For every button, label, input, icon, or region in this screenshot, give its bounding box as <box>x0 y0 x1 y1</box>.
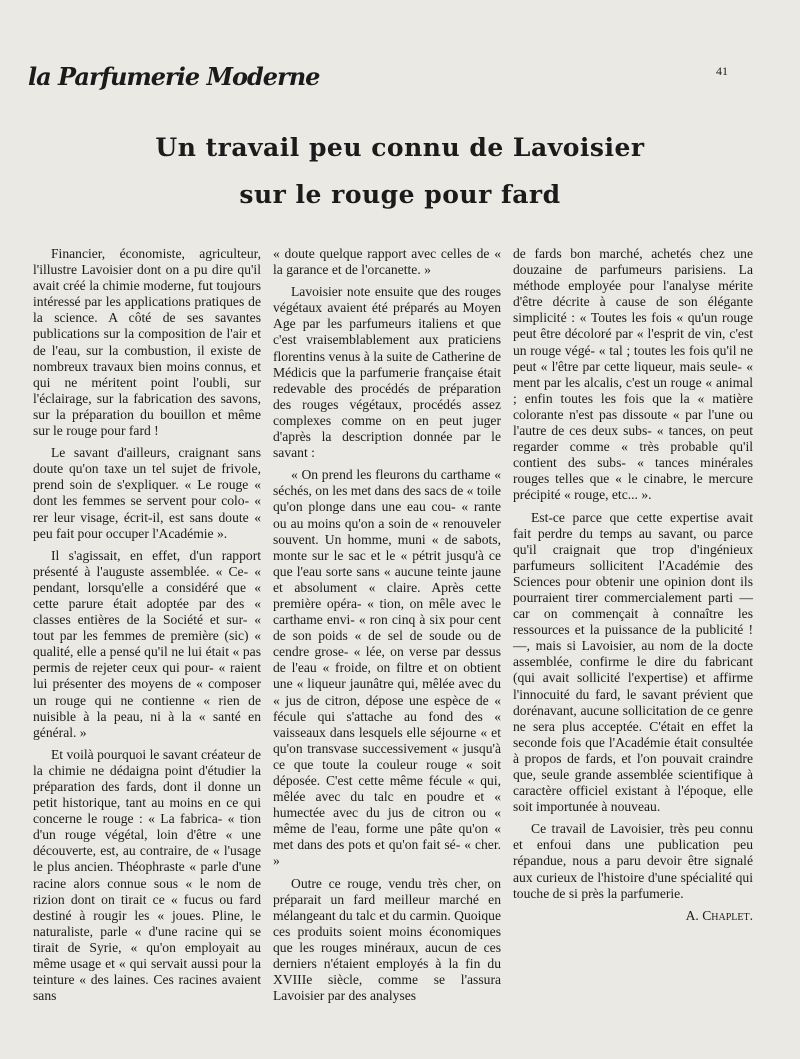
paragraph: de fards bon marché, achetés chez une douzaine de parfumeurs parisiens. La méthode employée pour l'analyse mérite d'être décrite à cause de son élégante simplicité : « Toutes les fois « qu'un rouge peut être décoloré par « l'esprit de vin, c'est un rouge végé- « tal ; toutes les fois qu'il ne peut « l'être par cette liqueur, mais seule- « ment par les alcalis, c'est un rouge « animal ; enfin toutes les fois que la « matière colorante n'est pas dissoute « par l'une ou l'autre de ces deux subs- « tances, on peut regarder comme « très probable qu'il contient des subs- « tances minérales rouges telles que « le cinabre, le mercure précipité « rouge, etc... ». <box>513 246 753 503</box>
paragraph: Financier, économiste, agriculteur, l'illustre Lavoisier dont on a pu dire qu'il avait créé la chimie moderne, fut toujours intéressé par les applications pratiques de la science. A côté de ses savantes publications sur la composition de l'air et de l'eau, sur la combustion, il existe de nombreux travaux bien moins connus, et qui ne méritent point l'oubli, sur l'éclairage, sur la fabrication des savons, sur la préparation du bouillon et même sur le rouge pour fard ! <box>33 246 261 439</box>
masthead-logo: la Parfumerie Moderne <box>28 62 320 91</box>
author-signature: A. Chaplet. <box>685 907 753 923</box>
paragraph: Il s'agissait, en effet, d'un rapport présenté à l'auguste assemblée. « Ce- « pendant, lorsqu'elle a considéré que « cette parure était adoptée par des « classes entières de la Société et sur- « tout par les femmes de première (sic) « qualité, elle a pensé qu'il ne lui était « pas permis de rejeter ceux qui pour- « raient lui présenter des moyens de « composer un rouge qui ne contienne « rien de nuisible à la peau, ni à la « santé en général. » <box>33 547 261 740</box>
paragraph: Ce travail de Lavoisier, très peu connu et enfoui dans une publication peu répandue, nous a paru devoir être signalé aux curieux de l'histoire d'une spécialité qui touche de si près la parfumerie. <box>513 821 753 901</box>
paragraph: Outre ce rouge, vendu très cher, on préparait un fard meilleur marché en mélangeant du talc et du carmin. Quoique ces produits soient moins économiques que les rouges minéraux, aucun de ces derniers n'étaient employés à la fin du XVIIIe siècle, comme se l'assura Lavoisier par des analyses <box>273 875 501 1004</box>
article-column-2 <box>273 246 501 1010</box>
paragraph: « doute quelque rapport avec celles de « la garance et de l'orcanette. » <box>273 246 501 278</box>
article-title-line1: Un travail peu connu de Lavoisier <box>155 133 645 162</box>
paragraph: Et voilà pourquoi le savant créateur de la chimie ne dédaigna point d'étudier la préparation des fards, dont il donne un petit historique, tant au moins en ce qui concerne le rouge : « La fabrica- « tion d'un rouge végétal, loin d'être « une découverte, est, au contraire, de « l'usage le plus ancien. Théophraste « parle d'une racine alors connue sous « le nom de rizion dont on tirait ce « fucus ou fard destiné à rougir les « joues. Pline, le naturaliste, parle « d'une racine qui se tirait de Syrie, « qu'on employait au même usage et « qui servait aussi pour la teinture « des laines. Ces racines avaient sans <box>33 746 261 1004</box>
paragraph: « On prend les fleurons du carthame « séchés, on les met dans des sacs de « toile qu'on plonge dans une eau cou- « rante ou au moins qu'on a soin de « renouveler souvent. Un homme, muni « de sabots, monte sur le sac et le « pétrit jusqu'à ce que l'eau sorte sans « aucune teinte jaune et absolument « claire. Après cette première opéra- « tion, on mêle avec le carthame envi- « ron cinq à six pour cent de son poids « de sel de soude ou de cendre grose- « lée, on verse par dessus de l'eau « froide, on filtre et on obtient une « liqueur jaunâtre qui, mêlée avec du « jus de citron, dépose une espèce de « fécule qui s'attache au fond des « vaisseaux dans lesquels elle séjourne « et qu'on transvase successivement « jusqu'à ce que toute la couleur rouge « soit déposée. C'est cette même fécule « qui, mêlée avec du talc en poudre et « humectée avec du jus de citron ou « même de l'eau, forme une pâte qu'on « met dans des pots et qu'on fait sé- « cher. » <box>273 467 502 869</box>
paragraph: Le savant d'ailleurs, craignant sans doute qu'on taxe un tel sujet de frivole, prend soin de s'expliquer. « Le rouge « dont les femmes se servent pour colo- « rer leur visage, écrit-il, est sans doute « peu fait pour occuper l'Académie ». <box>33 445 261 541</box>
paragraph: Est-ce parce que cette expertise avait fait perdre du temps au savant, ou parce qu'il craignait que trop d'ingénieux parfumeurs sollicitent l'Académie des Sciences pour obtenir une opinion dont ils pourraient tirer commercialement parti — car on commençait à connaître les ressources et la puissance de la publicité ! —, mais si Lavoisier, au nom de la docte assemblée, confirme le dire du fabricant (qui avait sollicité l'expertise) et affirme l'innocuité du fard, le savant prévient que dorénavant, aucune sollicitation de ce genre ne sera plus acceptée. C'était en effet la seconde fois que l'Académie était consultée à propos de fards, et l'on pouvait craindre que, seule grande assemblée scientifique à caractère officiel existant à l'époque, elle soit importunée à nouveau. <box>513 509 753 815</box>
article-column-1 <box>33 246 261 1010</box>
page-number: 41 <box>716 64 728 78</box>
article-title-line2: sur le rouge pour fard <box>239 180 561 209</box>
article-column-3 <box>513 246 753 930</box>
paragraph: Lavoisier note ensuite que des rouges végétaux avaient été préparés au Moyen Age par les parfumeurs italiens et que c'est vraisemblablement aux praticiens florentins venus à la suite de Catherine de Médicis que la parfumerie française était redevable des procédés de préparation des rouges végétaux, procédés assez complexes comme on en peut juger d'après la description donnée par le savant : <box>273 284 501 461</box>
